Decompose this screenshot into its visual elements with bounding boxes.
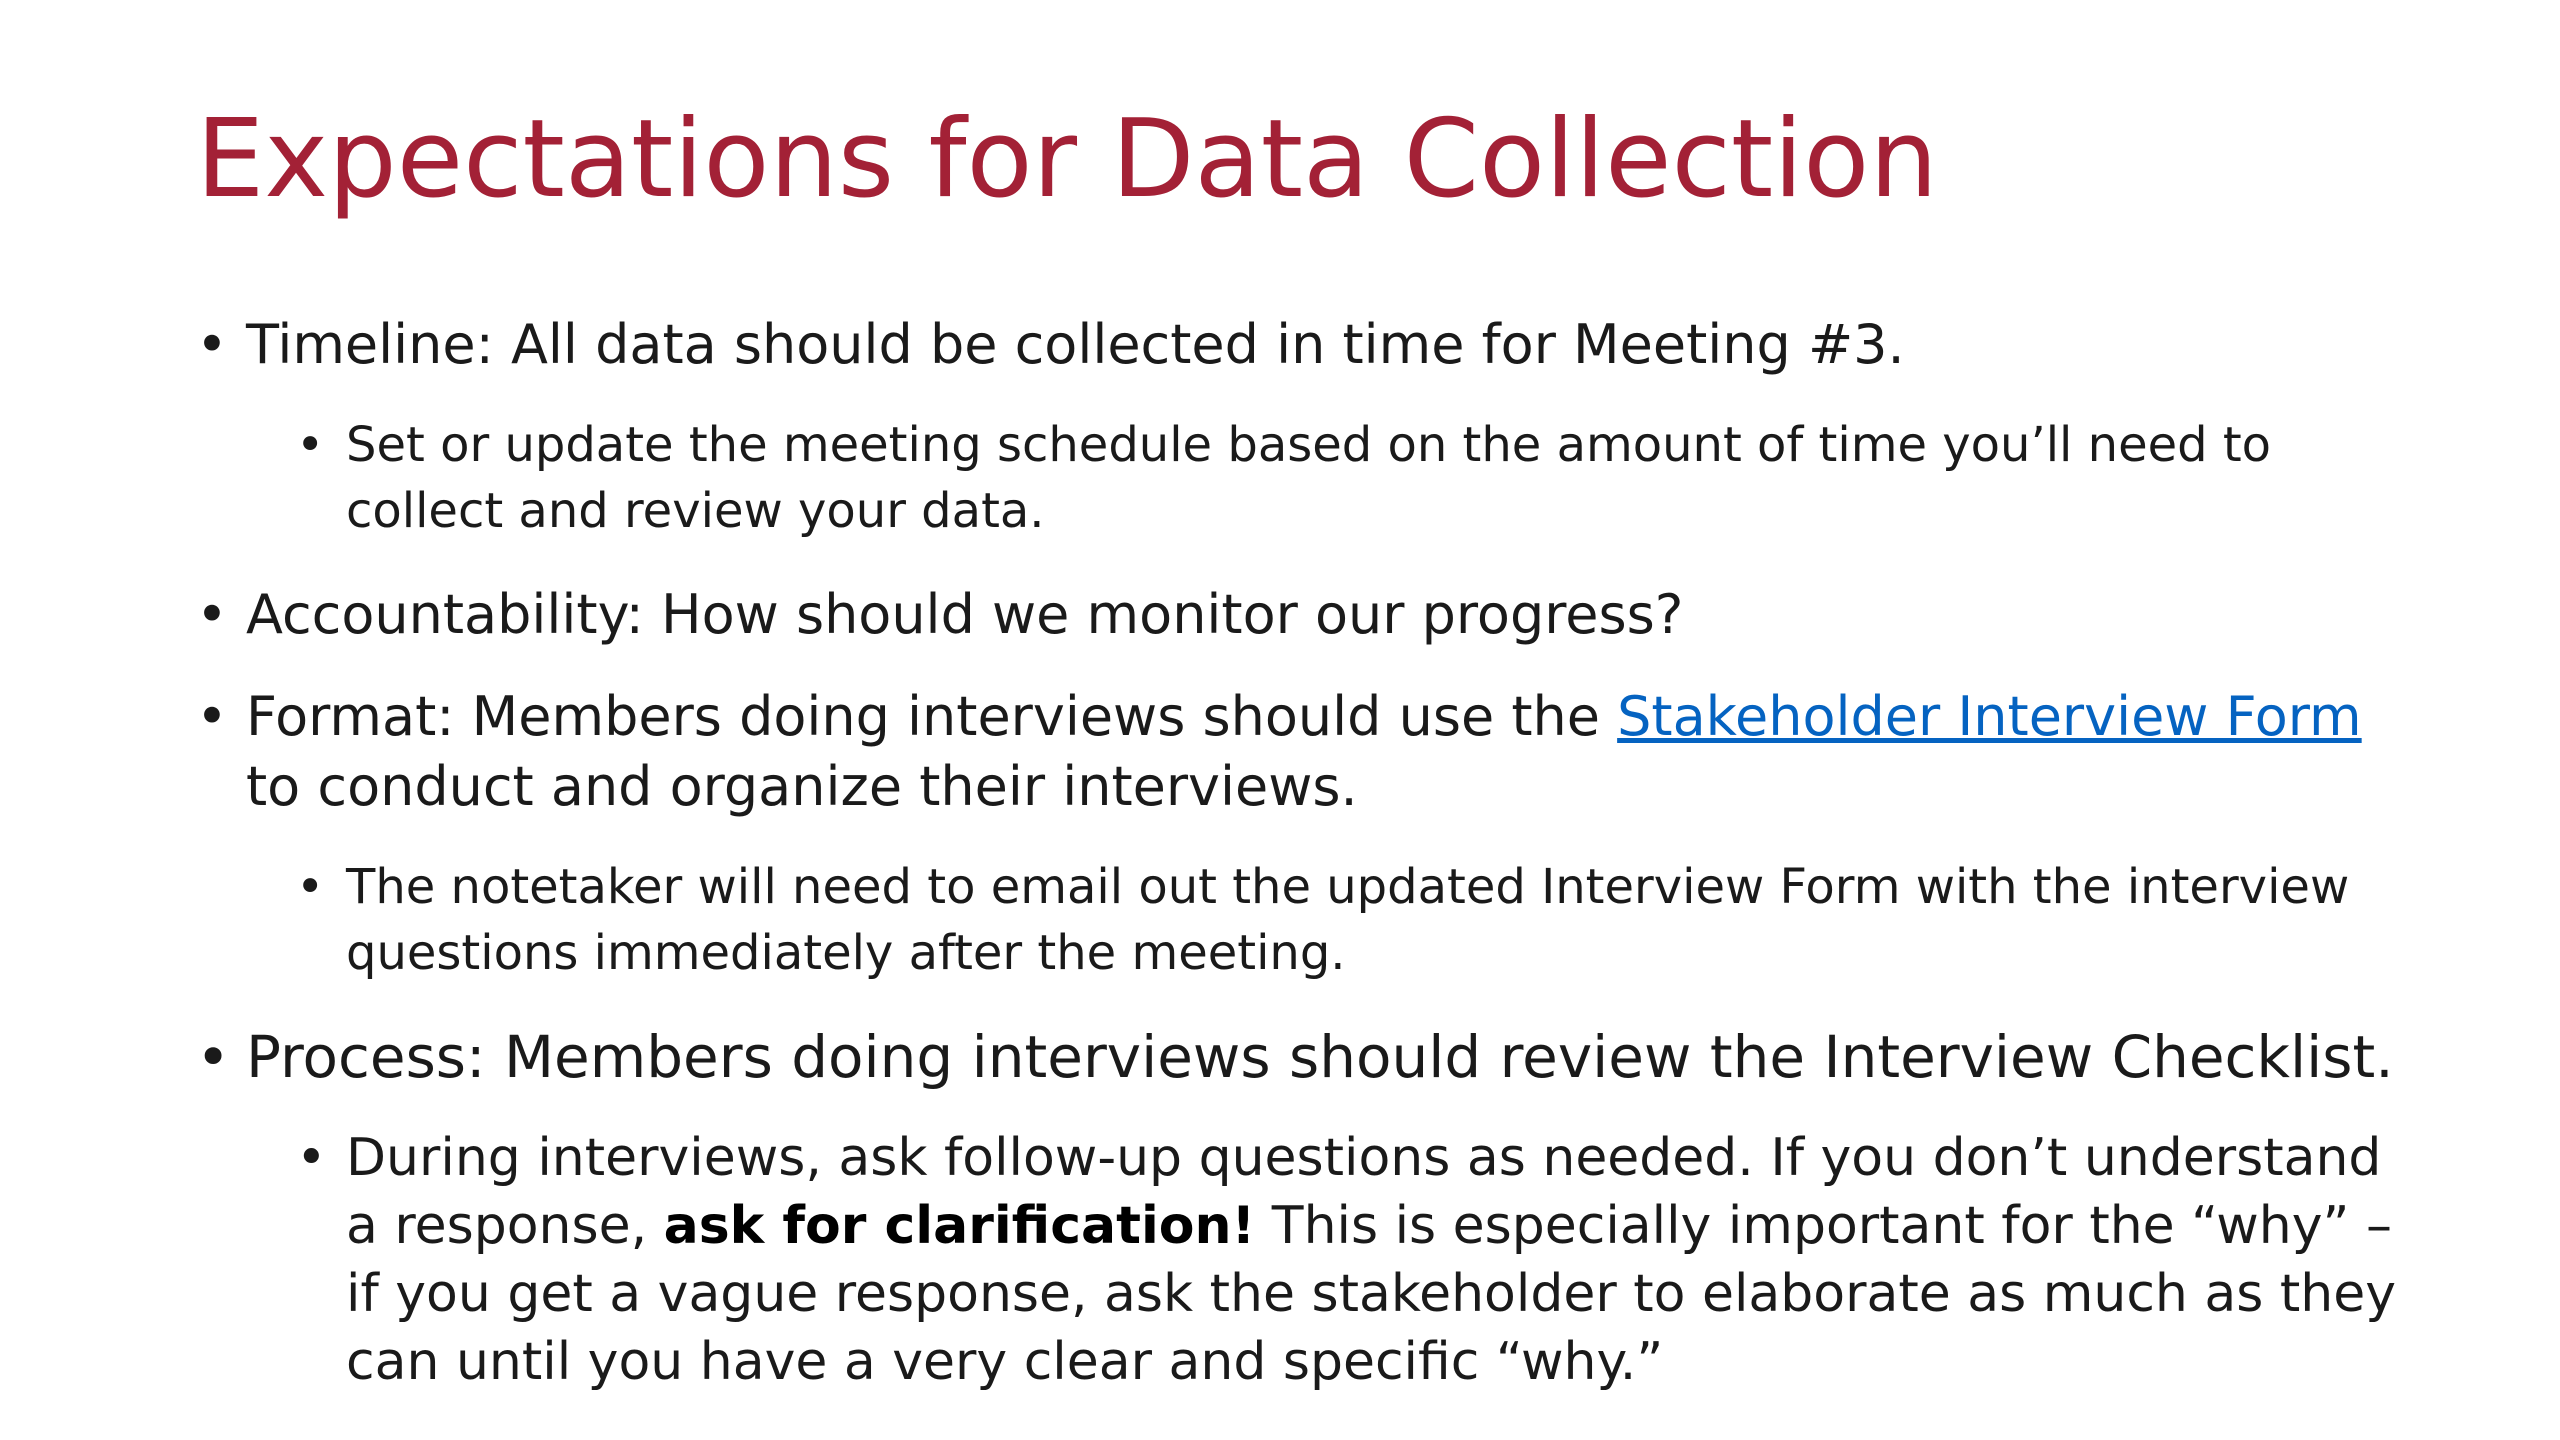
bullet-dot: • — [196, 313, 228, 376]
bullet-dot: • — [296, 859, 325, 915]
slide-title: Expectations for Data Collection — [196, 97, 1938, 222]
bullet-timeline-text: Timeline: All data should be collected in time for Meeting #3. — [246, 313, 1905, 376]
bullet-dot: • — [296, 1128, 327, 1188]
slide-body — [196, 310, 2396, 1432]
bullet-format-sub-text: The notetaker will need to email out the updated Interview Form with the interview questions immediately after the meeting. — [346, 859, 2350, 981]
bullet-format-text-before: Format: Members doing interviews should use the — [246, 685, 1618, 748]
bullet-timeline-sub — [296, 412, 2396, 544]
stakeholder-interview-form-link[interactable]: Stakeholder Interview Form — [1617, 685, 2362, 748]
bullet-process-sub-text-before: During interviews, ask follow-up questions as needed. If you don’t understand a response, — [346, 1128, 2382, 1256]
bullet-dot: • — [296, 417, 325, 473]
bullet-dot: • — [196, 1023, 231, 1091]
bullet-process-sub — [296, 1124, 2396, 1396]
ask-for-clarification-emphasis: ask for clarification! — [663, 1196, 1256, 1256]
bullet-timeline — [196, 310, 2396, 380]
bullet-timeline-sub-text: Set or update the meeting schedule based on the amount of time you’ll need to collect and review your data. — [346, 417, 2272, 539]
bullet-dot: • — [196, 685, 228, 748]
bullet-format-sub — [296, 854, 2396, 986]
bullet-format — [196, 682, 2396, 822]
bullet-process-text: Process: Members doing interviews should review the Interview Checklist. — [246, 1023, 2394, 1091]
bullet-accountability-text: Accountability: How should we monitor our progress? — [246, 583, 1684, 646]
bullet-format-text-after: to conduct and organize their interviews. — [246, 755, 1358, 818]
bullet-process — [196, 1022, 2396, 1092]
bullet-accountability — [196, 580, 2396, 650]
bullet-dot: • — [196, 583, 228, 646]
bullet-process-sub-text-after: This is especially important for the “why” – if you get a vague response, ask the stakeholder to elaborate as much as they can until you have a very clear and specific “why.” — [346, 1196, 2397, 1392]
